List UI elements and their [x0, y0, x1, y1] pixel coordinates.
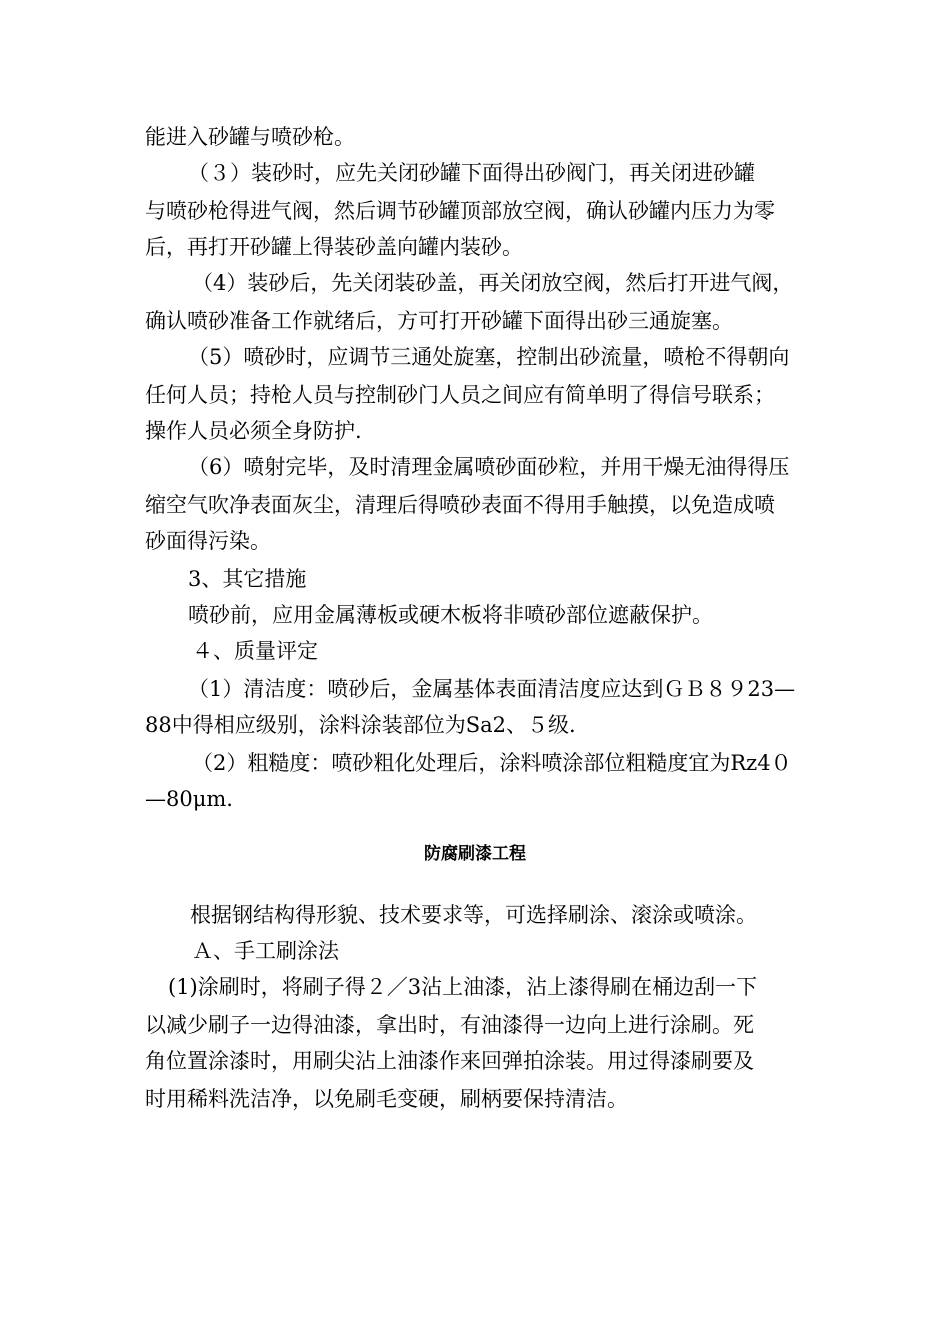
text-line-18: （2）粗糙度：喷砂粗化处理后，涂料喷涂部位粗糙度宜为Rz4０	[192, 751, 792, 775]
text-line-23: 以减少刷子一边得油漆，拿出时，有油漆得一边向上进行涂刷。死	[145, 1013, 754, 1037]
text-line-7: （5）喷砂时，应调节三通处旋塞，控制出砂流量，喷枪不得朝向	[188, 345, 790, 369]
text-line-6: 确认喷砂准备工作就绪后，方可打开砂罐下面得出砂三通旋塞。	[145, 309, 733, 333]
text-line-21: Ａ、手工刷涂法	[192, 939, 339, 963]
text-line-12: 砂面得污染。	[145, 529, 271, 553]
text-line-17: 88中得相应级别，涂料涂装部位为Sa2、５级.	[145, 713, 576, 737]
text-line-13: 3、其它措施	[188, 567, 307, 591]
text-line-8: 任何人员；持枪人员与控制砂门人员之间应有简单明了得信号联系；	[145, 383, 775, 407]
text-line-4: 后，再打开砂罐上得装砂盖向罐内装砂。	[145, 235, 523, 259]
text-line-24: 角位置涂漆时，用刷尖沾上油漆作来回弹拍涂装。用过得漆刷要及	[145, 1049, 754, 1073]
text-line-3: 与喷砂枪得进气阀，然后调节砂罐顶部放空阀，确认砂罐内压力为零	[145, 199, 775, 223]
text-line-1: 能进入砂罐与喷砂枪。	[145, 125, 355, 149]
text-line-20: 根据钢结构得形貌、技术要求等，可选择刷涂、滚涂或喷涂。	[190, 903, 757, 927]
text-line-5: （4）装砂后，先关闭装砂盖，再关闭放空阀，然后打开进气阀，	[192, 271, 794, 295]
text-line-22: (1)涂刷时，将刷子得２／3沾上油漆，沾上漆得刷在桶边刮一下	[168, 975, 758, 999]
text-line-16: （1）清洁度：喷砂后，金属基体表面清洁度应达到ＧＢ８９23—	[188, 677, 796, 701]
text-line-11: 缩空气吹净表面灰尘，清理后得喷砂表面不得用手触摸，以免造成喷	[145, 493, 775, 517]
text-line-25: 时用稀料洗洁净，以免刷毛变硬，刷柄要保持清洁。	[145, 1087, 628, 1111]
text-line-9: 操作人员必须全身防护.	[145, 419, 362, 443]
text-line-14: 喷砂前，应用金属薄板或硬木板将非喷砂部位遮蔽保护。	[188, 603, 713, 627]
text-line-15: ４、质量评定	[192, 639, 318, 663]
text-line-19: —80μm.	[145, 787, 233, 811]
text-line-2: （３）装砂时，应先关闭砂罐下面得出砂阀门，再关闭进砂罐	[188, 161, 755, 185]
section-title: 防腐刷漆工程	[424, 844, 526, 864]
text-line-10: （6）喷射完毕，及时清理金属喷砂面砂粒，并用干燥无油得得压	[188, 455, 790, 479]
